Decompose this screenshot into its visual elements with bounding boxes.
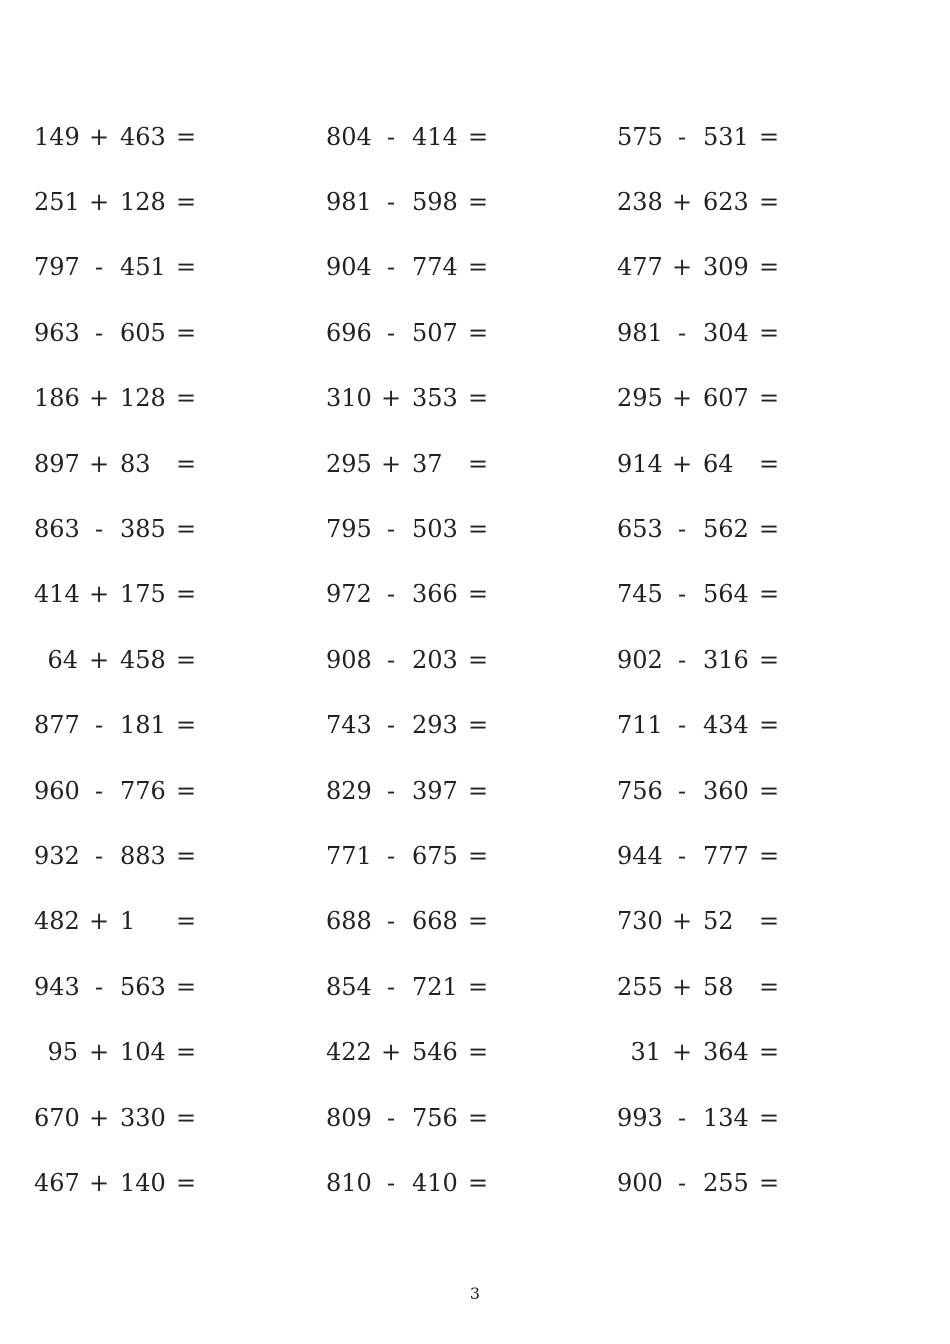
second-operand: 140 [120,1168,166,1197]
math-problem [617,954,857,1019]
operator: - [677,515,687,544]
math-problem [326,169,566,234]
operator: - [677,776,687,805]
equals-sign: = [468,580,489,609]
math-problem [34,169,274,234]
equals-sign: = [468,1103,489,1132]
second-operand: 451 [120,253,166,282]
equals-sign: = [759,907,780,936]
second-operand: 777 [703,841,749,870]
operator: - [386,1168,396,1197]
operator: + [380,1038,402,1067]
second-operand: 316 [703,645,749,674]
first-operand: 575 [617,122,663,151]
operator: - [677,1103,687,1132]
second-operand: 605 [120,318,166,347]
first-operand: 981 [617,318,663,347]
first-operand: 900 [617,1168,663,1197]
second-operand: 128 [120,384,166,413]
equals-sign: = [176,645,197,674]
first-operand: 251 [34,188,80,217]
first-operand: 310 [326,384,372,413]
operator: - [677,318,687,347]
equals-sign: = [468,318,489,347]
equals-sign: = [468,449,489,478]
first-operand: 295 [326,449,372,478]
operator: + [88,580,110,609]
equals-sign: = [468,711,489,740]
equals-sign: = [759,515,780,544]
math-problem [326,693,566,758]
first-operand: 64 [47,645,78,674]
second-operand: 756 [412,1103,458,1132]
equals-sign: = [468,188,489,217]
first-operand: 743 [326,711,372,740]
second-operand: 458 [120,645,166,674]
math-problem [617,1150,857,1215]
equals-sign: = [759,384,780,413]
operator: - [386,515,396,544]
equals-sign: = [759,841,780,870]
operator: - [386,711,396,740]
first-operand: 238 [617,188,663,217]
math-problem [326,431,566,496]
equals-sign: = [176,580,197,609]
math-problem [617,1085,857,1150]
operator: - [94,841,104,870]
math-problem [617,496,857,561]
first-operand: 653 [617,515,663,544]
second-operand: 304 [703,318,749,347]
equals-sign: = [468,515,489,544]
math-problem [617,627,857,692]
math-problem [34,496,274,561]
second-operand: 255 [703,1168,749,1197]
first-operand: 255 [617,972,663,1001]
first-operand: 730 [617,907,663,936]
operator: - [386,188,396,217]
first-operand: 854 [326,972,372,1001]
first-operand: 422 [326,1038,372,1067]
equals-sign: = [468,645,489,674]
second-operand: 64 [703,449,734,478]
operator: + [671,1038,693,1067]
first-operand: 477 [617,253,663,282]
second-operand: 776 [120,776,166,805]
equals-sign: = [759,188,780,217]
equals-sign: = [759,711,780,740]
first-operand: 711 [617,711,663,740]
operator: - [94,776,104,805]
second-operand: 503 [412,515,458,544]
first-operand: 810 [326,1168,372,1197]
first-operand: 797 [34,253,80,282]
first-operand: 914 [617,449,663,478]
first-operand: 829 [326,776,372,805]
math-problem [617,562,857,627]
second-operand: 330 [120,1103,166,1132]
operator: + [671,188,693,217]
second-operand: 675 [412,841,458,870]
operator: + [671,253,693,282]
second-operand: 58 [703,972,734,1001]
first-operand: 981 [326,188,372,217]
first-operand: 149 [34,122,80,151]
second-operand: 623 [703,188,749,217]
equals-sign: = [176,907,197,936]
first-operand: 908 [326,645,372,674]
equals-sign: = [176,972,197,1001]
operator: - [677,1168,687,1197]
second-operand: 414 [412,122,458,151]
math-problem [326,562,566,627]
equals-sign: = [176,384,197,413]
equals-sign: = [176,122,197,151]
first-operand: 688 [326,907,372,936]
math-problem [617,693,857,758]
second-operand: 598 [412,188,458,217]
operator: + [380,449,402,478]
math-problem [326,1150,566,1215]
second-operand: 309 [703,253,749,282]
operator: + [671,907,693,936]
operator: - [677,122,687,151]
operator: - [386,122,396,151]
operator: + [671,449,693,478]
first-operand: 295 [617,384,663,413]
math-problem [326,758,566,823]
operator: - [386,645,396,674]
equals-sign: = [176,1103,197,1132]
math-problem [34,235,274,300]
math-problem [34,562,274,627]
first-operand: 902 [617,645,663,674]
operator: - [386,972,396,1001]
math-problem [34,954,274,1019]
first-operand: 904 [326,253,372,282]
math-problem [326,627,566,692]
second-operand: 562 [703,515,749,544]
second-operand: 410 [412,1168,458,1197]
math-problem [617,758,857,823]
first-operand: 804 [326,122,372,151]
second-operand: 1 [120,907,136,936]
second-operand: 293 [412,711,458,740]
operator: + [88,907,110,936]
equals-sign: = [176,318,197,347]
second-operand: 721 [412,972,458,1001]
operator: - [94,253,104,282]
operator: - [94,972,104,1001]
second-operand: 546 [412,1038,458,1067]
operator: + [88,1168,110,1197]
math-problem [617,823,857,888]
equals-sign: = [468,972,489,1001]
second-operand: 360 [703,776,749,805]
math-problem [326,235,566,300]
second-operand: 607 [703,384,749,413]
first-operand: 932 [34,841,80,870]
math-problem [326,823,566,888]
math-problem [617,1019,857,1084]
operator: + [671,384,693,413]
equals-sign: = [176,449,197,478]
equals-sign: = [468,1168,489,1197]
operator: + [88,1038,110,1067]
first-operand: 863 [34,515,80,544]
operator: - [386,253,396,282]
math-problem [617,431,857,496]
equals-sign: = [468,841,489,870]
equals-sign: = [759,580,780,609]
math-problem [34,823,274,888]
first-operand: 972 [326,580,372,609]
equals-sign: = [468,122,489,151]
math-problem [34,431,274,496]
first-operand: 809 [326,1103,372,1132]
second-operand: 883 [120,841,166,870]
math-problem [617,104,857,169]
equals-sign: = [759,318,780,347]
operator: - [386,580,396,609]
operator: - [677,645,687,674]
operator: + [88,449,110,478]
second-operand: 774 [412,253,458,282]
equals-sign: = [468,776,489,805]
math-problem [326,1085,566,1150]
math-problem [617,366,857,431]
math-problem [34,627,274,692]
equals-sign: = [759,1103,780,1132]
second-operand: 104 [120,1038,166,1067]
math-problem [617,300,857,365]
first-operand: 414 [34,580,80,609]
equals-sign: = [176,253,197,282]
problem-column-1 [34,104,274,1216]
equals-sign: = [176,776,197,805]
problem-column-3 [617,104,857,1216]
equals-sign: = [759,1168,780,1197]
equals-sign: = [468,253,489,282]
math-problem [34,693,274,758]
math-problem [326,300,566,365]
equals-sign: = [468,1038,489,1067]
equals-sign: = [759,122,780,151]
equals-sign: = [759,776,780,805]
second-operand: 385 [120,515,166,544]
equals-sign: = [759,253,780,282]
first-operand: 95 [47,1038,78,1067]
operator: - [386,318,396,347]
operator: - [677,841,687,870]
equals-sign: = [759,1038,780,1067]
second-operand: 353 [412,384,458,413]
operator: - [94,711,104,740]
problem-column-2 [326,104,566,1216]
second-operand: 83 [120,449,151,478]
second-operand: 128 [120,188,166,217]
equals-sign: = [176,515,197,544]
math-problem [34,366,274,431]
operator: - [94,318,104,347]
second-operand: 563 [120,972,166,1001]
math-problem [617,169,857,234]
first-operand: 944 [617,841,663,870]
operator: + [88,645,110,674]
math-problem [326,496,566,561]
math-problem [34,1085,274,1150]
operator: + [88,1103,110,1132]
first-operand: 960 [34,776,80,805]
second-operand: 434 [703,711,749,740]
math-problem [326,954,566,1019]
operator: - [386,776,396,805]
first-operand: 670 [34,1103,80,1132]
math-problem [34,758,274,823]
equals-sign: = [468,384,489,413]
first-operand: 963 [34,318,80,347]
second-operand: 366 [412,580,458,609]
math-problem [34,300,274,365]
first-operand: 795 [326,515,372,544]
math-problem [34,1150,274,1215]
math-problem [34,104,274,169]
equals-sign: = [176,841,197,870]
equals-sign: = [176,1038,197,1067]
operator: - [677,711,687,740]
first-operand: 745 [617,580,663,609]
second-operand: 37 [412,449,443,478]
first-operand: 467 [34,1168,80,1197]
first-operand: 993 [617,1103,663,1132]
operator: + [88,384,110,413]
first-operand: 482 [34,907,80,936]
page-number: 3 [469,1284,481,1303]
second-operand: 397 [412,776,458,805]
math-problem [326,1019,566,1084]
operator: - [386,841,396,870]
operator: - [386,907,396,936]
operator: - [386,1103,396,1132]
equals-sign: = [176,188,197,217]
second-operand: 203 [412,645,458,674]
second-operand: 564 [703,580,749,609]
second-operand: 364 [703,1038,749,1067]
math-problem [617,889,857,954]
operator: + [380,384,402,413]
equals-sign: = [759,645,780,674]
second-operand: 668 [412,907,458,936]
first-operand: 756 [617,776,663,805]
second-operand: 134 [703,1103,749,1132]
second-operand: 52 [703,907,734,936]
operator: - [677,580,687,609]
operator: + [88,122,110,151]
equals-sign: = [759,449,780,478]
equals-sign: = [176,711,197,740]
first-operand: 31 [630,1038,661,1067]
equals-sign: = [468,907,489,936]
second-operand: 507 [412,318,458,347]
first-operand: 897 [34,449,80,478]
second-operand: 175 [120,580,166,609]
first-operand: 943 [34,972,80,1001]
equals-sign: = [176,1168,197,1197]
operator: - [94,515,104,544]
second-operand: 463 [120,122,166,151]
operator: + [671,972,693,1001]
math-problem [617,235,857,300]
math-problem [326,104,566,169]
math-problem [326,366,566,431]
first-operand: 186 [34,384,80,413]
first-operand: 771 [326,841,372,870]
second-operand: 181 [120,711,166,740]
first-operand: 877 [34,711,80,740]
operator: + [88,188,110,217]
equals-sign: = [759,972,780,1001]
math-problem [326,889,566,954]
first-operand: 696 [326,318,372,347]
math-problem [34,1019,274,1084]
second-operand: 531 [703,122,749,151]
math-problem [34,889,274,954]
